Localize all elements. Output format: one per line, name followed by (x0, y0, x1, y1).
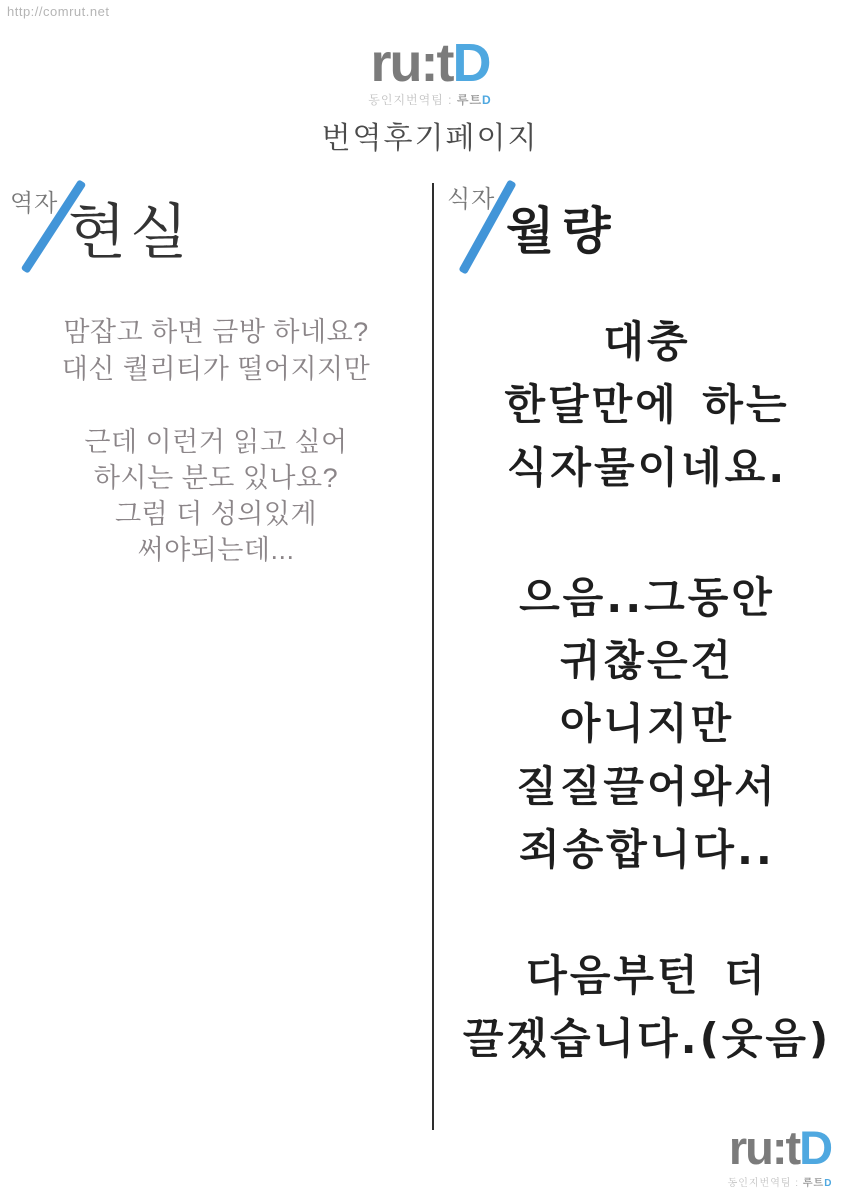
team-caption (0, 91, 860, 108)
team-caption-label: 동인지번역팀 : (368, 93, 453, 107)
typesetter-paragraph (434, 944, 860, 1070)
typesetter-text-line: 대충 (603, 317, 691, 366)
footer-team-caption-label: 동인지번역팀 : (727, 1178, 800, 1189)
footer-team-caption (702, 1174, 858, 1189)
typesetter-text-line: 으음..그동안 (519, 573, 775, 622)
translator-text-line: 대신 퀄리티가 떨어지지만 (61, 354, 371, 384)
rutd-logo (0, 33, 860, 93)
typesetter-text-line: 한달만에 하는 (504, 380, 790, 429)
typesetter-paragraph (434, 566, 860, 881)
footer-team-caption-name-blue: D (824, 1178, 833, 1189)
rutd-footer-logo-blue-part: D (799, 1121, 832, 1174)
footer-team-caption-name: 루트 (802, 1178, 825, 1189)
typesetter-text-line: 아니지만 (559, 699, 735, 748)
typesetter-text-line: 귀찮은건 (559, 636, 735, 685)
header (0, 33, 860, 157)
typesetter-text-line: 질질끌어와서 (516, 762, 778, 811)
team-caption-name: 루트 (456, 93, 483, 107)
rutd-footer-logo-gray-part: ru:t (728, 1121, 800, 1174)
typesetter-text-line: 식자물이네요. (506, 443, 788, 492)
typesetter-text-line: 죄송합니다.. (519, 825, 775, 874)
page-title: 번역후기페이지 (321, 122, 539, 155)
translator-paragraph (0, 424, 432, 568)
rutd-footer-logo (702, 1121, 858, 1174)
typesetter-paragraph (434, 310, 860, 499)
translator-text-line: 근데 이런거 읽고 싶어 (84, 427, 348, 457)
translator-text-line: 하시는 분도 있나요? (93, 463, 339, 493)
translator-paragraph (0, 314, 432, 388)
typesetter-name: 월량 (506, 202, 619, 260)
translator-text-line: 맘잡고 하면 금방 하네요? (63, 317, 369, 347)
translator-text-line: 그럼 더 성의있게 (114, 499, 318, 529)
typesetter-text-line: 다음부턴 더 (526, 951, 768, 1000)
translator-text-line: 써야되는데... (137, 535, 295, 565)
team-caption-name-blue: D (482, 93, 492, 107)
rutd-logo-blue-part: D (452, 33, 490, 93)
typesetter-text-line: 끌겠습니다.(웃음) (462, 1014, 832, 1063)
translator-role-label: 역자 (10, 190, 59, 217)
footer (702, 1121, 858, 1189)
rutd-logo-gray-part: ru:t (370, 33, 453, 93)
translator-name: 현실 (68, 199, 192, 266)
source-url: http://comrut.net (7, 4, 110, 19)
typesetter-role-label: 식자 (447, 186, 496, 213)
